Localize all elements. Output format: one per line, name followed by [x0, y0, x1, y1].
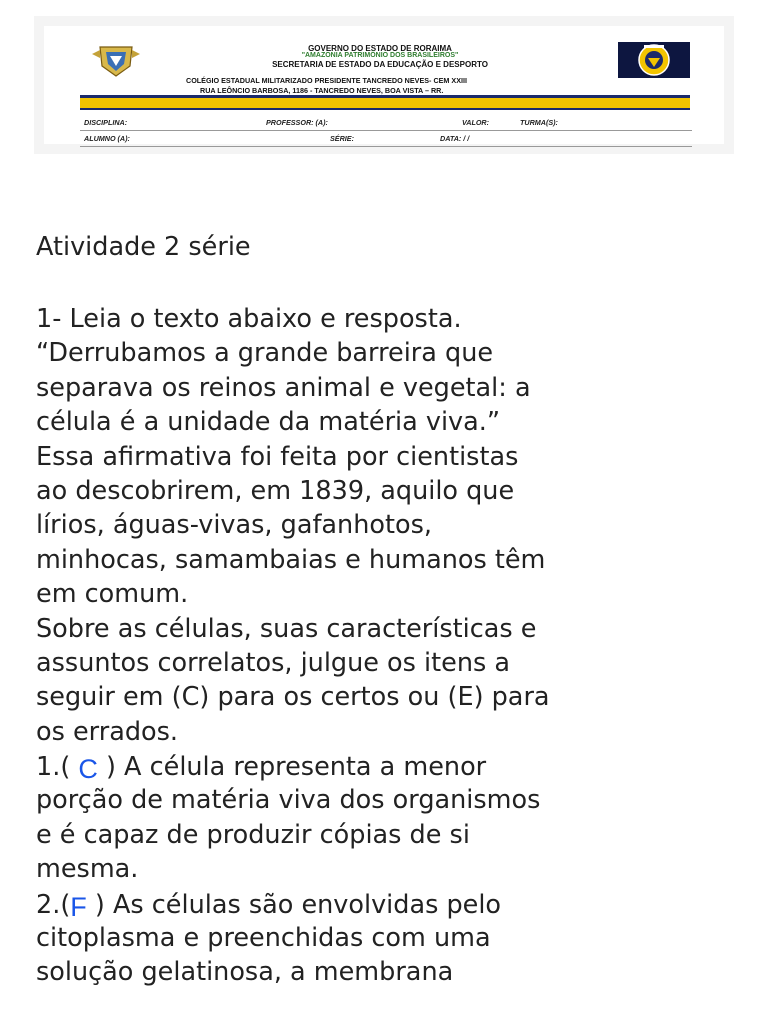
- text-line: em comum.: [36, 579, 189, 610]
- text-line: assuntos correlatos, julgue os itens a: [36, 647, 511, 678]
- text-line: separava os reinos animal e vegetal: a: [36, 372, 531, 403]
- item-1: [36, 749, 736, 783]
- header-stripe-blue-bottom: [80, 108, 690, 110]
- text-line: mesma.: [36, 854, 139, 885]
- text-line: ao descobrirem, em 1839, aquilo que: [36, 475, 515, 506]
- form-row-2: [80, 132, 692, 147]
- item-2-answer: F: [70, 891, 87, 922]
- field-aluno: ALUMNO (A):: [84, 134, 130, 143]
- text-line: minhocas, samambaias e humanos têm: [36, 544, 546, 575]
- school-badge-icon: [618, 42, 690, 78]
- header-secretariat: SECRETARIA DE ESTADO DA EDUCAÇÃO E DESPORTO: [272, 60, 488, 69]
- item-1-answer: C: [78, 754, 98, 785]
- header-school: COLÉGIO ESTADUAL MILITARIZADO PRESIDENTE TANCREDO NEVES- CEM XXIII: [186, 76, 467, 85]
- text-line: 1- Leia o texto abaixo e resposta.: [36, 304, 462, 334]
- field-serie: SÉRIE:: [330, 134, 354, 143]
- form-row-1: [80, 116, 692, 131]
- item-2-prefix: 2.(: [36, 889, 71, 920]
- text-line: citoplasma e preenchidas com uma: [36, 923, 491, 954]
- item-2: [36, 887, 736, 921]
- text-line: solução gelatinosa, a membrana: [36, 957, 454, 988]
- text-line: seguir em (C) para os certos ou (E) para: [36, 682, 550, 713]
- activity-title: Atividade 2 série: [36, 232, 251, 262]
- state-crest-icon: [90, 44, 142, 78]
- header-address: RUA LEÔNCIO BARBOSA, 1186 - TANCREDO NEVES, BOA VISTA – RR.: [200, 86, 444, 95]
- header-motto: "AMAZONIA PATRIMÔNIO DOS BRASILEIROS": [301, 52, 459, 59]
- text-line: lírios, águas-vivas, gafanhotos,: [36, 510, 432, 541]
- item-2-text: ) As células são envolvidas pelo: [94, 889, 502, 920]
- field-professor: PROFESSOR: (A):: [266, 118, 328, 127]
- text-line: porção de matéria viva dos organismos: [36, 785, 541, 816]
- field-data: DATA: / /: [440, 134, 470, 143]
- text-line: os errados.: [36, 716, 179, 747]
- item-1-prefix: 1.(: [36, 752, 71, 783]
- text-line: Sobre as células, suas características e: [36, 613, 537, 644]
- text-line: célula é a unidade da matéria viva.”: [36, 407, 501, 438]
- text-line: Essa afirmativa foi feita por cientistas: [36, 441, 519, 472]
- question-body: [36, 302, 736, 990]
- text-line: e é capaz de produzir cópias de si: [36, 819, 470, 850]
- field-disciplina: DISCIPLINA:: [84, 118, 128, 127]
- header-government: GOVERNO DO ESTADO DE RORAIMA: [308, 44, 452, 53]
- field-turma: TURMA(S):: [520, 118, 558, 127]
- field-valor: VALOR:: [462, 118, 490, 127]
- text-line: “Derrubamos a grande barreira que: [36, 338, 494, 369]
- item-1-text: ) A célula representa a menor: [106, 752, 487, 783]
- header-stripe-yellow: [80, 98, 690, 108]
